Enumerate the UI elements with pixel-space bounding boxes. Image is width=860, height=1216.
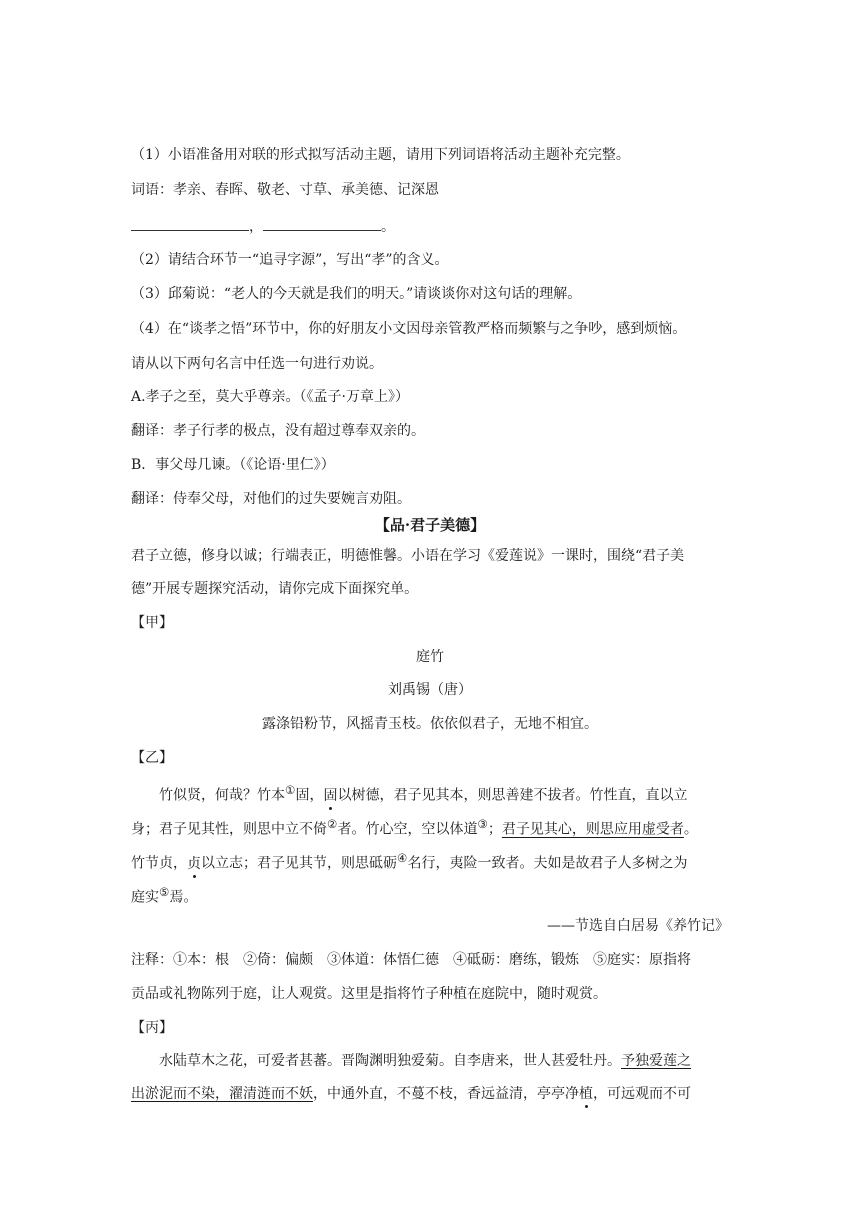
passage-yi-label: 【乙】 <box>131 750 173 766</box>
question-4-line-1: （4）在“谈孝之悟”环节中，你的好朋友小文因母亲管教严格而频繁与之争吵，感到烦恼。 <box>131 321 687 337</box>
answer-blank-left[interactable] <box>131 216 249 231</box>
underlined-sentence: 君子见其心，则思应用虚受者 <box>501 821 684 838</box>
passage-jia-label: 【甲】 <box>131 615 173 631</box>
poem-text: 露涤铅粉节，风摇青玉枝。依依似君子，无地不相宜。 <box>262 716 598 732</box>
passage-bing-label: 【丙】 <box>131 1020 173 1036</box>
quote-a-translation: 翻译：孝子行孝的极点，没有超过尊奉双亲的。 <box>131 423 425 439</box>
question-1-words: 词语：孝亲、春晖、敬老、寸草、承美德、记深恩 <box>131 182 439 198</box>
poem-title: 庭竹 <box>416 649 444 665</box>
period: 。 <box>381 219 395 235</box>
section-title: 【品·君子美德】 <box>374 516 486 534</box>
quote-b-translation: 翻译：侍奉父母，对他们的过失要婉言劝阻。 <box>131 491 411 507</box>
passage-bing-line-1: 水陆草木之花，可爱者甚蕃。晋陶渊明独爱菊。自李唐来，世人甚爱牡丹。予独爱莲之 <box>159 1053 691 1069</box>
emphasis-dot-char: 固 <box>323 787 338 804</box>
passage-bing-line-2: 出淤泥而不染，濯清涟而不妖，中通外直，不蔓不枝，香远益清，亭亭净植，可远观而不可 <box>131 1086 691 1102</box>
poem-author: 刘禹锡（唐） <box>388 682 472 698</box>
section-intro-line-1: 君子立德，修身以诚；行端表正，明德惟馨。小语在学习《爱莲说》一课时，围绕“君子美 <box>131 548 685 564</box>
section-intro-line-2: 德”开展专题探究活动，请你完成下面探究单。 <box>131 581 419 597</box>
footnote-marker: ② <box>327 817 338 831</box>
footnote-marker: ① <box>285 783 296 797</box>
passage-yi-line-2: 身；君子见其性，则思中立不倚②者。竹心空，空以体道③；君子见其心，则思应用虚受者。 <box>131 817 698 838</box>
underlined-sentence: 出淤泥而不染，濯清涟而不妖 <box>131 1086 313 1102</box>
question-2: （2）请结合环节一“追寻字源”，写出“孝”的含义。 <box>131 252 449 268</box>
question-3: （3）邱菊说：“老人的今天就是我们的明天。”请谈谈你对这句话的理解。 <box>131 286 582 302</box>
passage-yi-line-1: 竹似贤，何哉？竹本①固，固以树德，君子见其本，则思善建不拔者。竹性直，直以立 <box>159 783 688 804</box>
passage-yi-notes-1: 注释：①本：根 ②倚：偏颇 ③体道：体悟仁德 ④砥砺：磨练，锻炼 ⑤庭实：原指将 <box>131 952 691 968</box>
passage-yi-line-4: 庭实⑤焉。 <box>131 885 198 906</box>
footnote-marker: ③ <box>477 817 488 831</box>
footnote-marker: ④ <box>397 851 408 865</box>
question-1-prompt: （1）小语准备用对联的形式拟写活动主题，请用下列词语将活动主题补充完整。 <box>131 147 630 163</box>
quote-option-a: A.孝子之至，莫大乎尊亲。（《孟子·万章上》） <box>131 389 410 405</box>
question-1-answer-line <box>131 216 395 236</box>
emphasis-dot-char: 贞 <box>187 855 201 872</box>
passage-yi-line-3: 竹节贞，贞以立志；君子见其节，则思砥砺④名行，夷险一致者。夫如是故君子人多树之为 <box>131 851 688 872</box>
quote-option-b: B．事父母几谏。（《论语·里仁》） <box>131 457 335 473</box>
answer-blank-right[interactable] <box>263 216 381 231</box>
passage-yi-source: ——节选自白居易《养竹记》 <box>547 918 729 934</box>
underlined-sentence: 予独爱莲之 <box>621 1053 691 1069</box>
question-4-line-2: 请从以下两句名言中任选一句进行劝说。 <box>131 356 383 372</box>
passage-yi-notes-2: 贡品或礼物陈列于庭，让人观赏。这里是指将竹子种植在庭院中，随时观赏。 <box>131 986 607 1002</box>
emphasis-dot-char: 植 <box>579 1086 593 1102</box>
comma: ， <box>249 219 263 235</box>
footnote-marker: ⑤ <box>159 885 170 899</box>
